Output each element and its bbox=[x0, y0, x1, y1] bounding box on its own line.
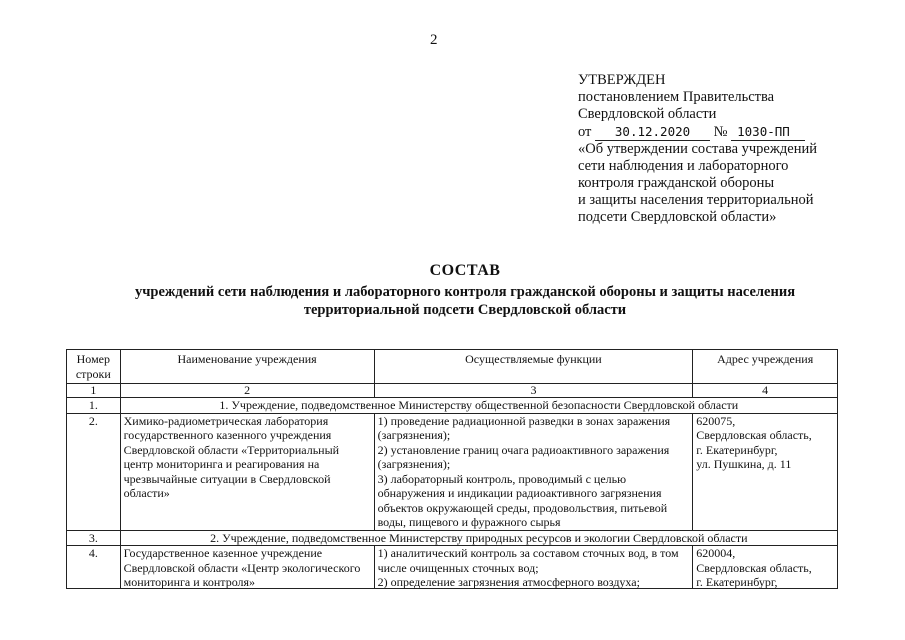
date-prefix: от bbox=[578, 124, 592, 140]
row-number: 4. bbox=[67, 546, 121, 589]
section-heading: 1. Учреждение, подведомственное Министерству общественной безопасности Свердловской области bbox=[120, 398, 837, 414]
approval-line-1: постановлением Правительства bbox=[578, 89, 775, 105]
function-item: 2) установление границ очага радиоактивного заражения (загрязнения); bbox=[377, 442, 670, 471]
section-heading: 2. Учреждение, подведомственное Министерству природных ресурсов и экологии Свердловской области bbox=[120, 530, 837, 546]
approval-date-line bbox=[578, 123, 878, 141]
address-line: Свердловская область, bbox=[696, 428, 812, 442]
registry-table bbox=[66, 349, 838, 589]
address-cell bbox=[693, 546, 838, 589]
header-institution-name: Наименование учреждения bbox=[120, 350, 374, 384]
function-item: 3) лабораторный контроль, проводимый с целью обнаружения и индикации радиоактивного загрязнения объектов окружающей среды, продовольствия, питьевой воды, пищевого и фуражного сырья bbox=[377, 471, 668, 529]
functions-cell bbox=[374, 546, 693, 589]
address-line: 620075, bbox=[696, 413, 736, 428]
approval-date: 30.12.2020 bbox=[595, 123, 710, 141]
address-line: ул. Пушкина, д. 11 bbox=[696, 457, 792, 471]
page-number: 2 bbox=[430, 32, 438, 48]
address-line: г. Екатеринбург, bbox=[696, 442, 778, 457]
subtitle-line-1: учреждений сети наблюдения и лабораторного контроля гражданской обороны и защиты населения bbox=[134, 284, 796, 300]
institution-name: Химико-радиометрическая лаборатория государственного казенного учреждения Свердловской области «Территориальный центр мониторинга и реагирования на чрезвычайные ситуации в Свердловской области» bbox=[120, 413, 374, 530]
address-line: 620004, bbox=[696, 546, 736, 560]
approval-stamp bbox=[578, 72, 878, 226]
section-row bbox=[67, 530, 838, 546]
address-cell bbox=[693, 413, 838, 530]
approval-line-2: Свердловской области bbox=[578, 106, 717, 122]
table-row bbox=[67, 413, 838, 530]
function-item: 2) определение загрязнения атмосферного воздуха; bbox=[377, 575, 640, 588]
section-row bbox=[67, 398, 838, 414]
row-number: 3. bbox=[67, 530, 121, 546]
approval-subject-3: контроля гражданской обороны bbox=[578, 175, 775, 191]
document-subtitle bbox=[40, 283, 890, 319]
table-row bbox=[67, 546, 838, 589]
approval-number: 1030-ПП bbox=[731, 123, 805, 141]
number-prefix: № bbox=[713, 124, 728, 140]
row-number: 2. bbox=[67, 413, 121, 530]
subtitle-line-2: территориальной подсети Свердловской области bbox=[303, 302, 627, 318]
approval-subject-2: сети наблюдения и лабораторного bbox=[578, 158, 789, 174]
institution-name-text: Государственное казенное учреждение Свердловской области «Центр экологического мониторинга и контроля» bbox=[123, 546, 361, 588]
column-number-row bbox=[67, 384, 838, 398]
document-title-block bbox=[40, 262, 890, 319]
column-number: 1 bbox=[67, 384, 121, 398]
approval-subject-5: подсети Свердловской области» bbox=[578, 209, 777, 225]
address-line: Свердловская область, bbox=[696, 560, 812, 575]
functions-clip bbox=[378, 546, 690, 588]
row-number: 1. bbox=[67, 398, 121, 414]
approval-subject-1: «Об утверждении состава учреждений bbox=[578, 141, 817, 157]
column-number: 3 bbox=[374, 384, 693, 398]
functions-cell bbox=[374, 413, 693, 530]
table-header-row bbox=[67, 350, 838, 384]
address-line: г. Екатеринбург, bbox=[696, 575, 778, 588]
function-item: 1) аналитический контроль за составом сточных вод, в том числе очищенных сточных вод; bbox=[377, 546, 679, 575]
column-number: 4 bbox=[693, 384, 838, 398]
header-row-number: Номер строки bbox=[67, 350, 121, 384]
institution-name bbox=[120, 546, 374, 589]
approval-subject-4: и защиты населения территориальной bbox=[578, 192, 814, 208]
column-number: 2 bbox=[120, 384, 374, 398]
document-title: СОСТАВ bbox=[429, 262, 501, 279]
function-item: 1) проведение радиационной разведки в зонах заражения (загрязнения); bbox=[377, 413, 671, 442]
address-clip bbox=[696, 546, 834, 588]
approval-heading: УТВЕРЖДЕН bbox=[578, 72, 666, 88]
header-address: Адрес учреждения bbox=[693, 350, 838, 384]
header-functions: Осуществляемые функции bbox=[374, 350, 693, 384]
